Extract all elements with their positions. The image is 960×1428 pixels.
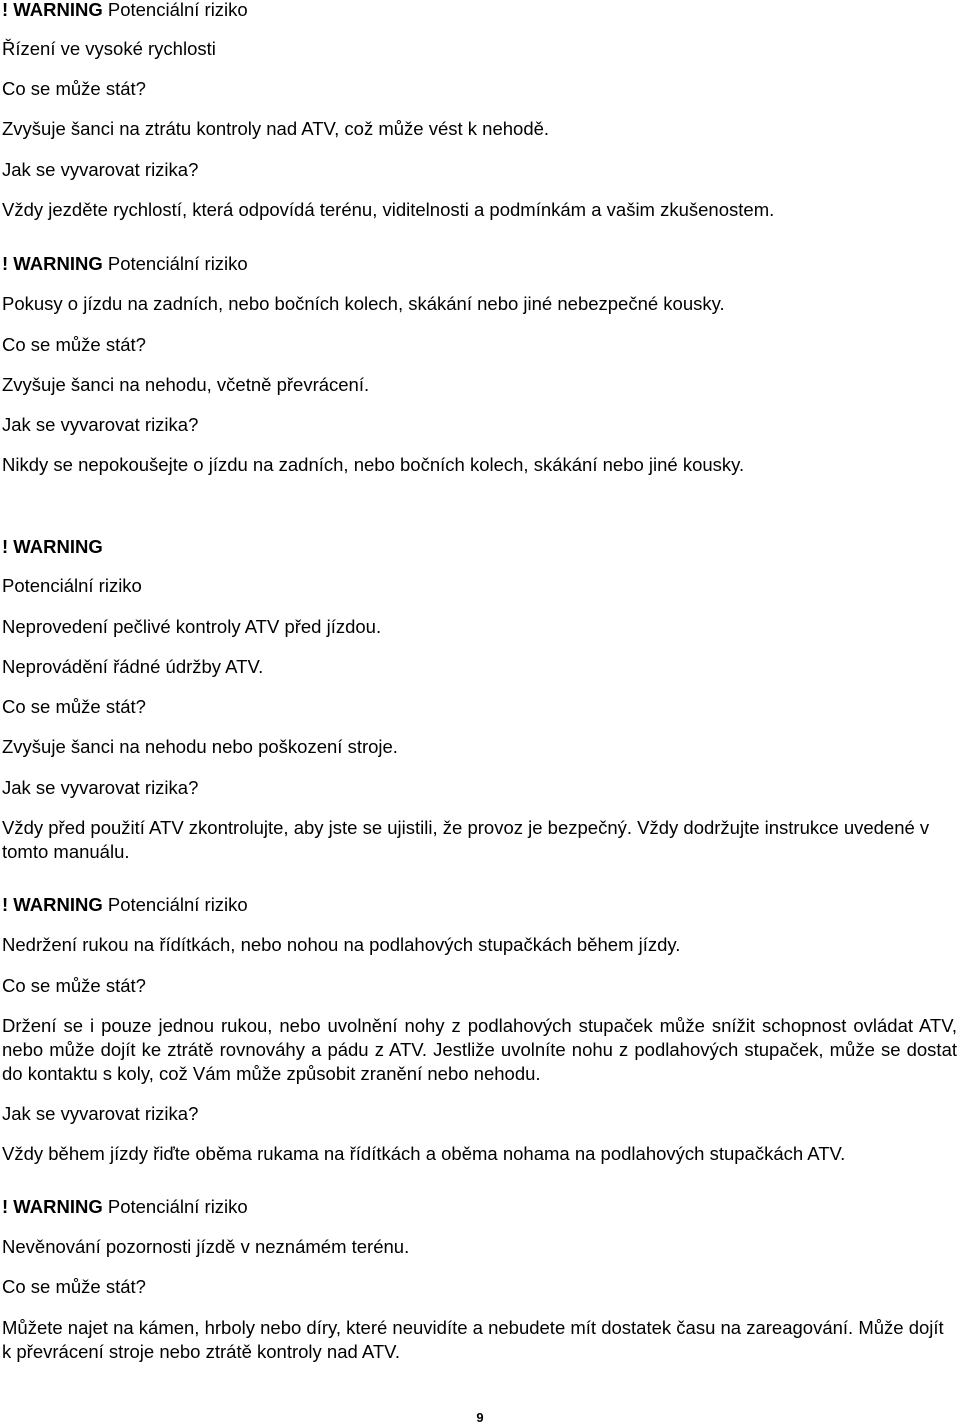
warning-mark: ! WARNING [2, 0, 103, 20]
consequence-text: Zvyšuje šanci na nehodu, včetně převrácení. [2, 374, 370, 395]
risk-description: Nevěnování pozornosti jízdě v neznámém terénu. [2, 1236, 410, 1257]
what-happens-heading: Co se může stát? [2, 696, 146, 717]
what-happens-heading: Co se může stát? [2, 78, 146, 99]
consequence-text: Zvyšuje šanci na nehodu nebo poškození stroje. [2, 736, 398, 757]
warning-header [2, 252, 248, 276]
avoidance-text: Vždy jezděte rychlostí, která odpovídá terénu, viditelnosti a podmínkám a vašim zkušenostem. [2, 199, 775, 220]
page-number: 9 [476, 1410, 484, 1425]
avoid-heading: Jak se vyvarovat rizika? [2, 1103, 199, 1124]
warning-mark: ! WARNING [2, 536, 103, 557]
what-happens-heading: Co se může stát? [2, 975, 146, 996]
risk-heading: Potenciální riziko [2, 575, 142, 596]
what-happens-heading: Co se může stát? [2, 1276, 146, 1297]
risk-heading: Potenciální riziko [107, 1196, 248, 1217]
avoid-heading: Jak se vyvarovat rizika? [2, 414, 199, 435]
risk-heading: Potenciální riziko [107, 253, 248, 274]
consequence-text: Zvyšuje šanci na ztrátu kontroly nad ATV, což může vést k nehodě. [2, 118, 550, 139]
risk-description: Nedržení rukou na řídítkách, nebo nohou na podlahových stupačkách během jízdy. [2, 934, 681, 955]
avoid-heading: Jak se vyvarovat rizika? [2, 159, 199, 180]
warning-header [2, 893, 248, 917]
consequence-text: Můžete najet na kámen, hrboly nebo díry, které neuvidíte a nebudete mít dostatek času na zareagování. Může dojít k převrácení stroje nebo ztrátě kontroly nad ATV. [2, 1317, 944, 1362]
risk-description: Řízení ve vysoké rychlosti [2, 38, 216, 59]
risk-heading: Potenciální riziko [107, 894, 248, 915]
warning-header [2, 0, 248, 22]
risk-description: Neprovádění řádné údržby ATV. [2, 656, 264, 677]
risk-description: Pokusy o jízdu na zadních, nebo bočních kolech, skákání nebo jiné nebezpečné kousky. [2, 293, 725, 314]
avoidance-text: Nikdy se nepokoušejte o jízdu na zadních, nebo bočních kolech, skákání nebo jiné kousky. [2, 454, 745, 475]
risk-description: Neprovedení pečlivé kontroly ATV před jízdou. [2, 616, 382, 637]
warning-mark: ! WARNING [2, 894, 103, 915]
what-happens-heading: Co se může stát? [2, 334, 146, 355]
avoid-heading: Jak se vyvarovat rizika? [2, 777, 199, 798]
avoidance-text: Vždy před použití ATV zkontrolujte, aby jste se ujistili, že provoz je bezpečný. Vždy dodržujte instrukce uvedené v tomto manuálu. [2, 817, 930, 862]
risk-heading: Potenciální riziko [107, 0, 248, 20]
warning-header [2, 1195, 248, 1219]
avoidance-text: Vždy během jízdy řiďte oběma rukama na řídítkách a oběma nohama na podlahových stupačkách ATV. [2, 1143, 846, 1164]
warning-mark: ! WARNING [2, 253, 103, 274]
warning-mark: ! WARNING [2, 1196, 103, 1217]
consequence-text: Držení se i pouze jednou rukou, nebo uvolnění nohy z podlahových stupaček může snížit schopnost ovládat ATV, nebo může dojít ke ztrátě rovnováhy a pádu z ATV. Jestliže uvolníte nohu z podlahových stupaček, může se dostat do kontaktu s koly, což Vám může způsobit zranění nebo nehodu. [2, 1015, 957, 1084]
